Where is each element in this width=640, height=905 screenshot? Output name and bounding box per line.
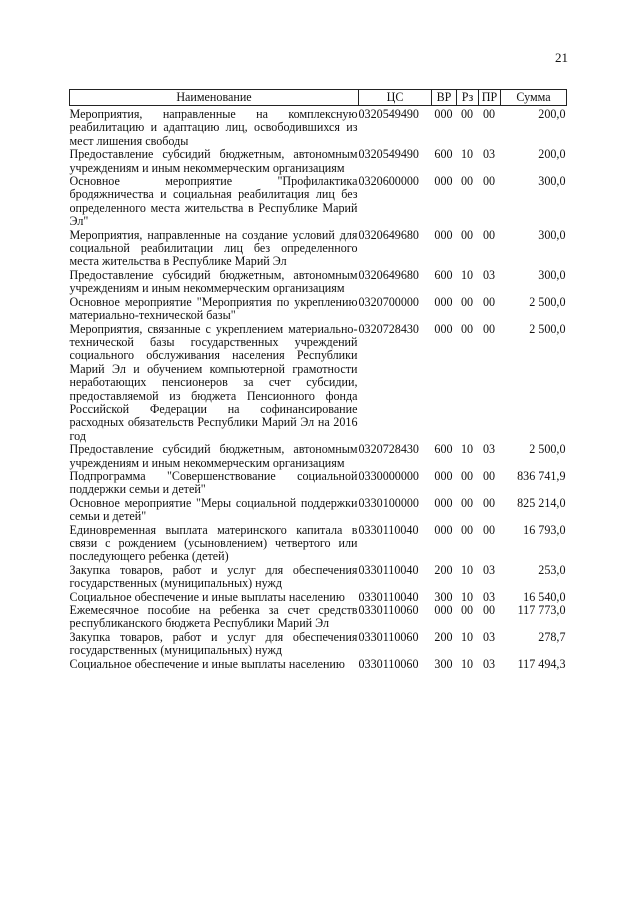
row-pr: 00 — [482, 321, 496, 336]
table-row — [70, 470, 567, 497]
row-vr: 000 — [434, 495, 453, 510]
header-rz: Рз — [457, 90, 479, 106]
row-rz: 00 — [460, 294, 474, 309]
table-body — [70, 106, 567, 672]
row-sum: 16 540,0 — [523, 589, 566, 604]
row-pr: 00 — [482, 603, 496, 618]
table-row — [70, 658, 567, 671]
table-row — [70, 524, 567, 564]
header-vr: ВР — [432, 90, 457, 106]
row-pr: 03 — [482, 267, 496, 282]
row-cs: 0320600000 — [358, 174, 419, 189]
header-cs: ЦС — [359, 90, 432, 106]
row-cs: 0320549490 — [358, 107, 419, 121]
row-name: Социальное обеспечение и иные выплаты населению — [69, 589, 345, 604]
row-cs: 0330110060 — [358, 656, 419, 671]
header-pr: ПР — [479, 90, 501, 106]
row-cs: 0330000000 — [358, 468, 419, 483]
table-row — [70, 604, 567, 631]
row-rz: 00 — [460, 174, 474, 189]
row-pr: 00 — [482, 174, 496, 189]
row-sum: 300,0 — [538, 227, 566, 242]
row-cs: 0330110040 — [358, 522, 419, 537]
row-rz: 10 — [460, 442, 474, 457]
row-sum: 117 773,0 — [517, 603, 566, 618]
row-vr: 000 — [434, 294, 453, 309]
row-name: Мероприятия, направленные на комплексную реабилитацию и адаптацию лиц, освободившихся из мест лишения свободы — [69, 107, 358, 148]
row-name: Основное мероприятие "Профилактика бродяжничества и социальная реабилитация лиц без определенного места жительства в Республике Марий Эл" — [69, 174, 358, 229]
row-cs: 0330100000 — [358, 495, 419, 510]
budget-table — [69, 89, 567, 671]
row-sum: 300,0 — [538, 174, 566, 189]
table-row — [70, 229, 567, 269]
row-rz: 00 — [460, 495, 474, 510]
row-sum: 300,0 — [538, 267, 566, 282]
row-name: Закупка товаров, работ и услуг для обеспечения государственных (муниципальных) нужд — [69, 562, 358, 591]
row-pr: 03 — [482, 562, 496, 577]
row-name: Единовременная выплата материнского капитала в связи с рождением (усыновлением) четвертого или последующего ребенка (детей) — [69, 522, 358, 564]
row-vr: 000 — [434, 107, 453, 121]
row-vr: 300 — [434, 656, 453, 671]
row-name: Ежемесячное пособие на ребенка за счет средств республиканского бюджета Республики Марий Эл — [69, 603, 358, 631]
row-cs: 0320728430 — [358, 321, 419, 336]
table-row — [70, 148, 567, 175]
row-vr: 000 — [434, 174, 453, 189]
table-row — [70, 497, 567, 524]
row-name: Предоставление субсидий бюджетным, автономным учреждениям и иным некоммерческим организациям — [69, 442, 358, 470]
row-sum: 2 500,0 — [529, 321, 566, 336]
row-pr: 03 — [482, 629, 496, 644]
row-sum: 836 741,9 — [517, 468, 566, 483]
row-cs: 0330110040 — [358, 562, 419, 577]
row-rz: 00 — [460, 107, 474, 121]
row-vr: 000 — [434, 522, 453, 537]
row-vr: 000 — [434, 603, 453, 618]
table-row — [70, 323, 567, 444]
row-rz: 10 — [460, 147, 474, 162]
row-name: Мероприятия, связанные с укреплением материально-технической базы государственных учреждений социального обслуживания населения Республики Марий Эл и обучением компьютерной грамотности неработающих пенсионеров за счет субсидии, предоставляемой из бюджета Пенсионного фонда Российской Федерации на софинансирование расходных обязательств Республики Марий Эл на 2016 год — [69, 321, 358, 443]
row-vr: 600 — [434, 442, 453, 457]
row-cs: 0330110040 — [358, 589, 419, 604]
row-pr: 00 — [482, 468, 496, 483]
row-sum: 278,7 — [538, 629, 566, 644]
row-cs: 0320728430 — [358, 442, 419, 457]
row-pr: 03 — [482, 656, 496, 671]
row-cs: 0320700000 — [358, 294, 419, 309]
row-sum: 825 214,0 — [517, 495, 566, 510]
row-vr: 200 — [434, 629, 453, 644]
row-name: Закупка товаров, работ и услуг для обеспечения государственных (муниципальных) нужд — [69, 629, 358, 658]
row-rz: 10 — [460, 562, 474, 577]
header-name: Наименование — [70, 90, 359, 106]
row-vr: 200 — [434, 562, 453, 577]
row-vr: 600 — [434, 147, 453, 162]
table-row — [70, 443, 567, 470]
row-vr: 300 — [434, 589, 453, 604]
table-row — [70, 175, 567, 229]
header-sum: Сумма — [501, 90, 567, 106]
page-number: 21 — [555, 50, 568, 65]
row-rz: 10 — [460, 629, 474, 644]
row-sum: 16 793,0 — [523, 522, 566, 537]
row-pr: 03 — [482, 147, 496, 162]
row-pr: 00 — [482, 227, 496, 242]
row-sum: 200,0 — [538, 147, 566, 162]
row-cs: 0330110060 — [358, 603, 419, 618]
table-row — [70, 296, 567, 323]
row-pr: 00 — [482, 294, 496, 309]
row-cs: 0330110060 — [358, 629, 419, 644]
row-pr: 00 — [482, 495, 496, 510]
row-name: Основное мероприятие "Меры социальной поддержки семьи и детей" — [69, 495, 358, 524]
row-rz: 10 — [460, 656, 474, 671]
row-pr: 03 — [482, 442, 496, 457]
row-name: Социальное обеспечение и иные выплаты населению — [69, 656, 345, 671]
row-name: Основное мероприятие "Мероприятия по укреплению материально-технической базы" — [69, 294, 358, 323]
table-row — [70, 269, 567, 296]
row-name: Подпрограмма "Совершенствование социальной поддержки семьи и детей" — [69, 468, 358, 497]
row-sum: 2 500,0 — [529, 442, 566, 457]
row-cs: 0320649680 — [358, 227, 419, 242]
row-sum: 253,0 — [538, 562, 566, 577]
row-rz: 10 — [460, 267, 474, 282]
row-sum: 117 494,3 — [517, 656, 566, 671]
table-row — [70, 591, 567, 604]
row-pr: 03 — [482, 589, 496, 604]
row-rz: 00 — [460, 468, 474, 483]
row-pr: 00 — [482, 107, 496, 121]
row-rz: 00 — [460, 603, 474, 618]
row-rz: 00 — [460, 522, 474, 537]
table-row — [70, 564, 567, 591]
row-vr: 600 — [434, 267, 453, 282]
row-vr: 000 — [434, 227, 453, 242]
row-name: Предоставление субсидий бюджетным, автономным учреждениям и иным некоммерческим организациям — [69, 147, 358, 175]
row-vr: 000 — [434, 468, 453, 483]
row-name: Мероприятия, направленные на создание условий для социальной реабилитации лиц без определенного места жительства в Республике Марий Эл — [69, 227, 358, 269]
row-rz: 00 — [460, 321, 474, 336]
row-vr: 000 — [434, 321, 453, 336]
row-rz: 10 — [460, 589, 474, 604]
row-cs: 0320649680 — [358, 267, 419, 282]
row-rz: 00 — [460, 227, 474, 242]
table-row — [70, 631, 567, 658]
table-row — [70, 106, 567, 149]
row-sum: 2 500,0 — [529, 294, 566, 309]
table-header — [70, 90, 567, 106]
row-name: Предоставление субсидий бюджетным, автономным учреждениям и иным некоммерческим организациям — [69, 267, 358, 296]
row-sum: 200,0 — [538, 107, 566, 121]
row-cs: 0320549490 — [358, 147, 419, 162]
row-pr: 00 — [482, 522, 496, 537]
